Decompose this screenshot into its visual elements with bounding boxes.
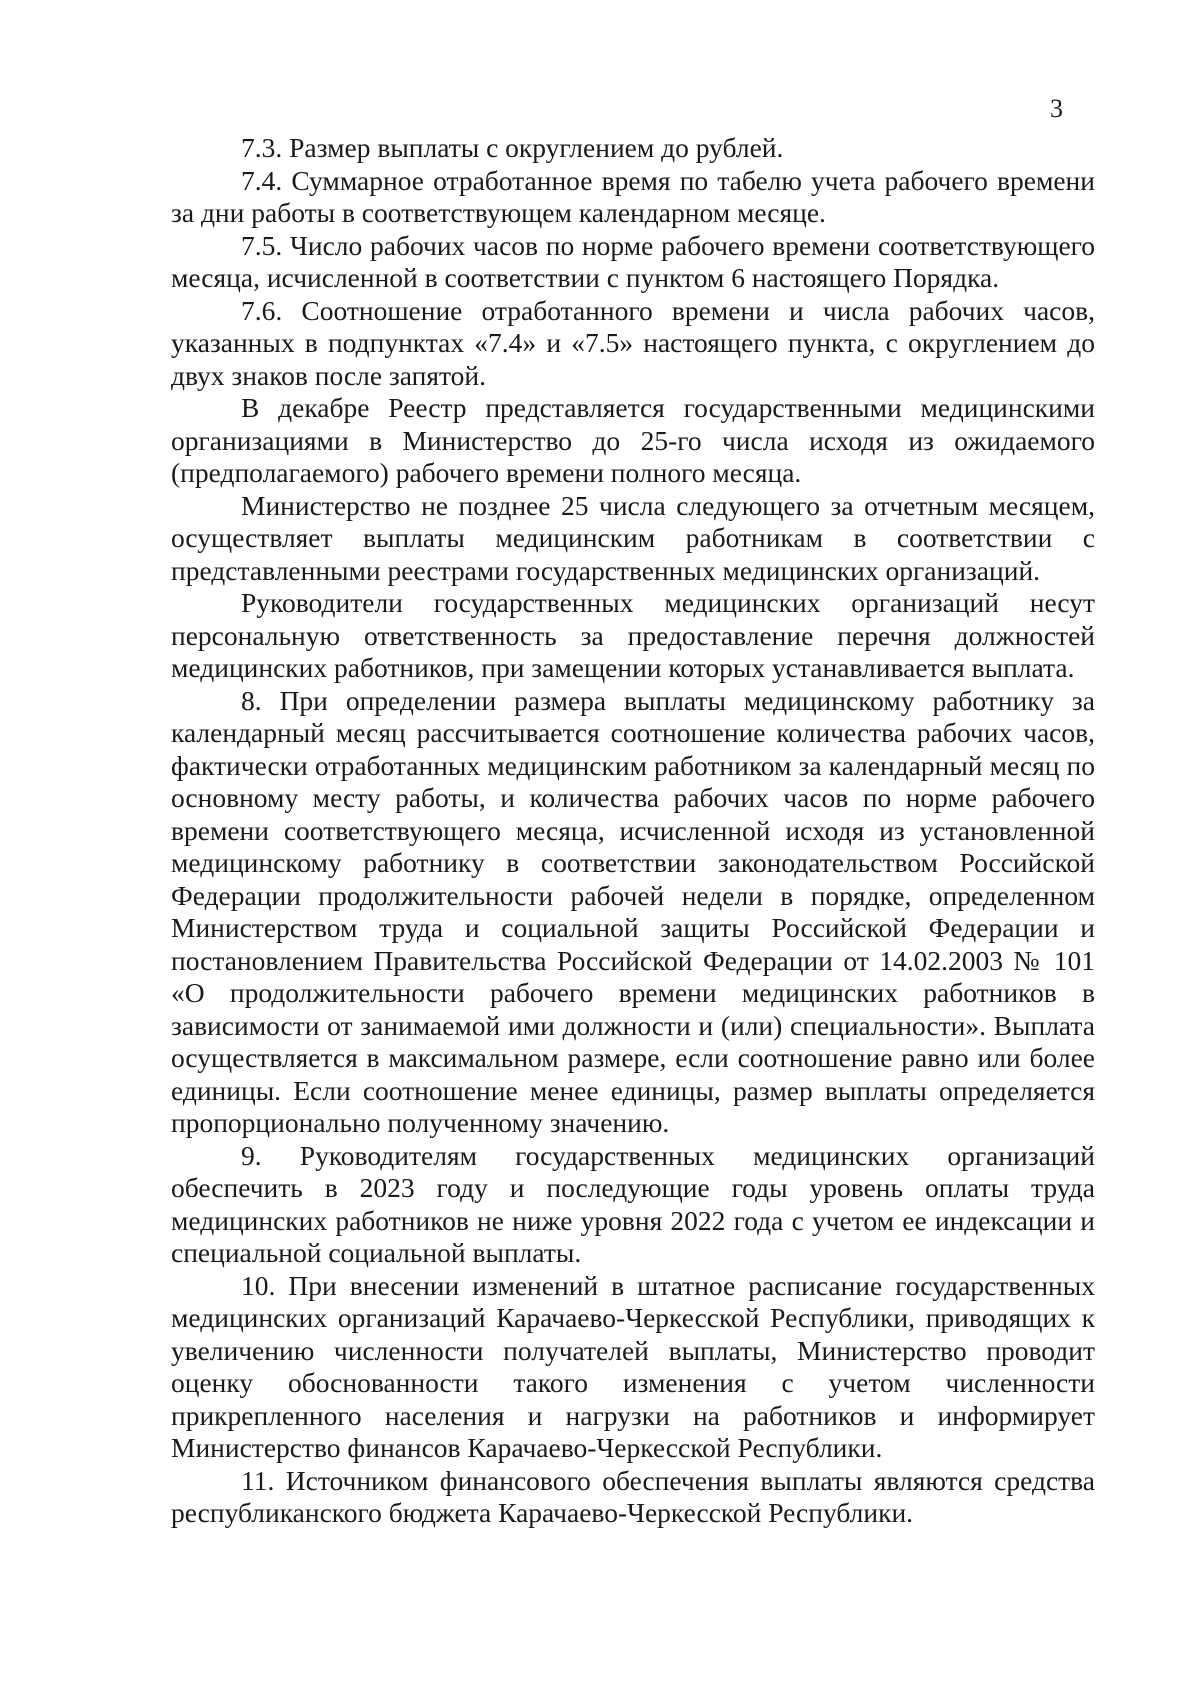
paragraph-7-5: 7.5. Число рабочих часов по норме рабочего времени соответствующего месяца, исчисленной в соответствии с пунктом 6 настоящего Порядка. (171, 229, 1095, 293)
paragraph-december-registry: В декабре Реестр представляется государственными медицинскими организациями в Министерство до 25-го числа исходя из ожидаемого (предполагаемого) рабочего времени полного месяца. (171, 392, 1095, 488)
paragraph-7-3: 7.3. Размер выплаты с округлением до рублей. (241, 132, 784, 163)
paragraph-10: 10. При внесении изменений в штатное расписание государственных медицинских организаций Карачаево-Черкесской Республики, приводящих к увеличению численности получателей выплаты, Министерство проводит оценку обоснованности такого изменения с учетом численности прикрепленного населения и нагрузки на работников и информирует Министерство финансов Карачаево-Черкесской Республики. (171, 1269, 1095, 1463)
page-number: 3 (1050, 94, 1063, 123)
paragraph-7-6: 7.6. Соотношение отработанного времени и числа рабочих часов, указанных в подпунктах «7.4» и «7.5» настоящего пункта, с округлением до двух знаков после запятой. (171, 294, 1095, 391)
paragraph-7-4: 7.4. Суммарное отработанное время по табелю учета рабочего времени за дни работы в соответствующем календарном месяце. (171, 164, 1095, 228)
paragraph-9: 9. Руководителям государственных медицинских организаций обеспечить в 2023 году и последующие годы уровень оплаты труда медицинских работников не ниже уровня 2022 года с учетом ее индексации и специальной социальной выплаты. (171, 1139, 1095, 1268)
paragraph-managers-responsibility: Руководители государственных медицинских организаций несут персональную ответственность за предоставление перечня должностей медицинских работников, при замещении которых устанавливается выплата. (171, 587, 1095, 683)
paragraph-ministry-payments: Министерство не позднее 25 числа следующего за отчетным месяцем, осуществляет выплаты медицинским работникам в соответствии с представленными реестрами государственных медицинских организаций. (171, 489, 1095, 586)
document-body (171, 132, 1095, 1530)
paragraph-8: 8. При определении размера выплаты медицинскому работнику за календарный месяц рассчитывается соотношение количества рабочих часов, фактически отработанных медицинским работником за календарный месяц по основному месту работы, и количества рабочих часов по норме рабочего времени соответствующего месяца, исчисленной исходя из установленной медицинскому работнику в соответствии законодательством Российской Федерации продолжительности рабочей недели в порядке, определенном Министерством труда и социальной защиты Российской Федерации и постановлением Правительства Российской Федерации от 14.02.2003 № 101 «О продолжительности рабочего времени медицинских работников в зависимости от занимаемой ими должности и (или) специальности». Выплата осуществляется в максимальном размере, если соотношение равно или более единицы. Если соотношение менее единицы, размер выплаты определяется пропорционально полученному значению. (171, 684, 1095, 1138)
paragraph-11: 11. Источником финансового обеспечения выплаты являются средства республиканского бюджета Карачаево-Черкесской Республики. (171, 1464, 1095, 1528)
